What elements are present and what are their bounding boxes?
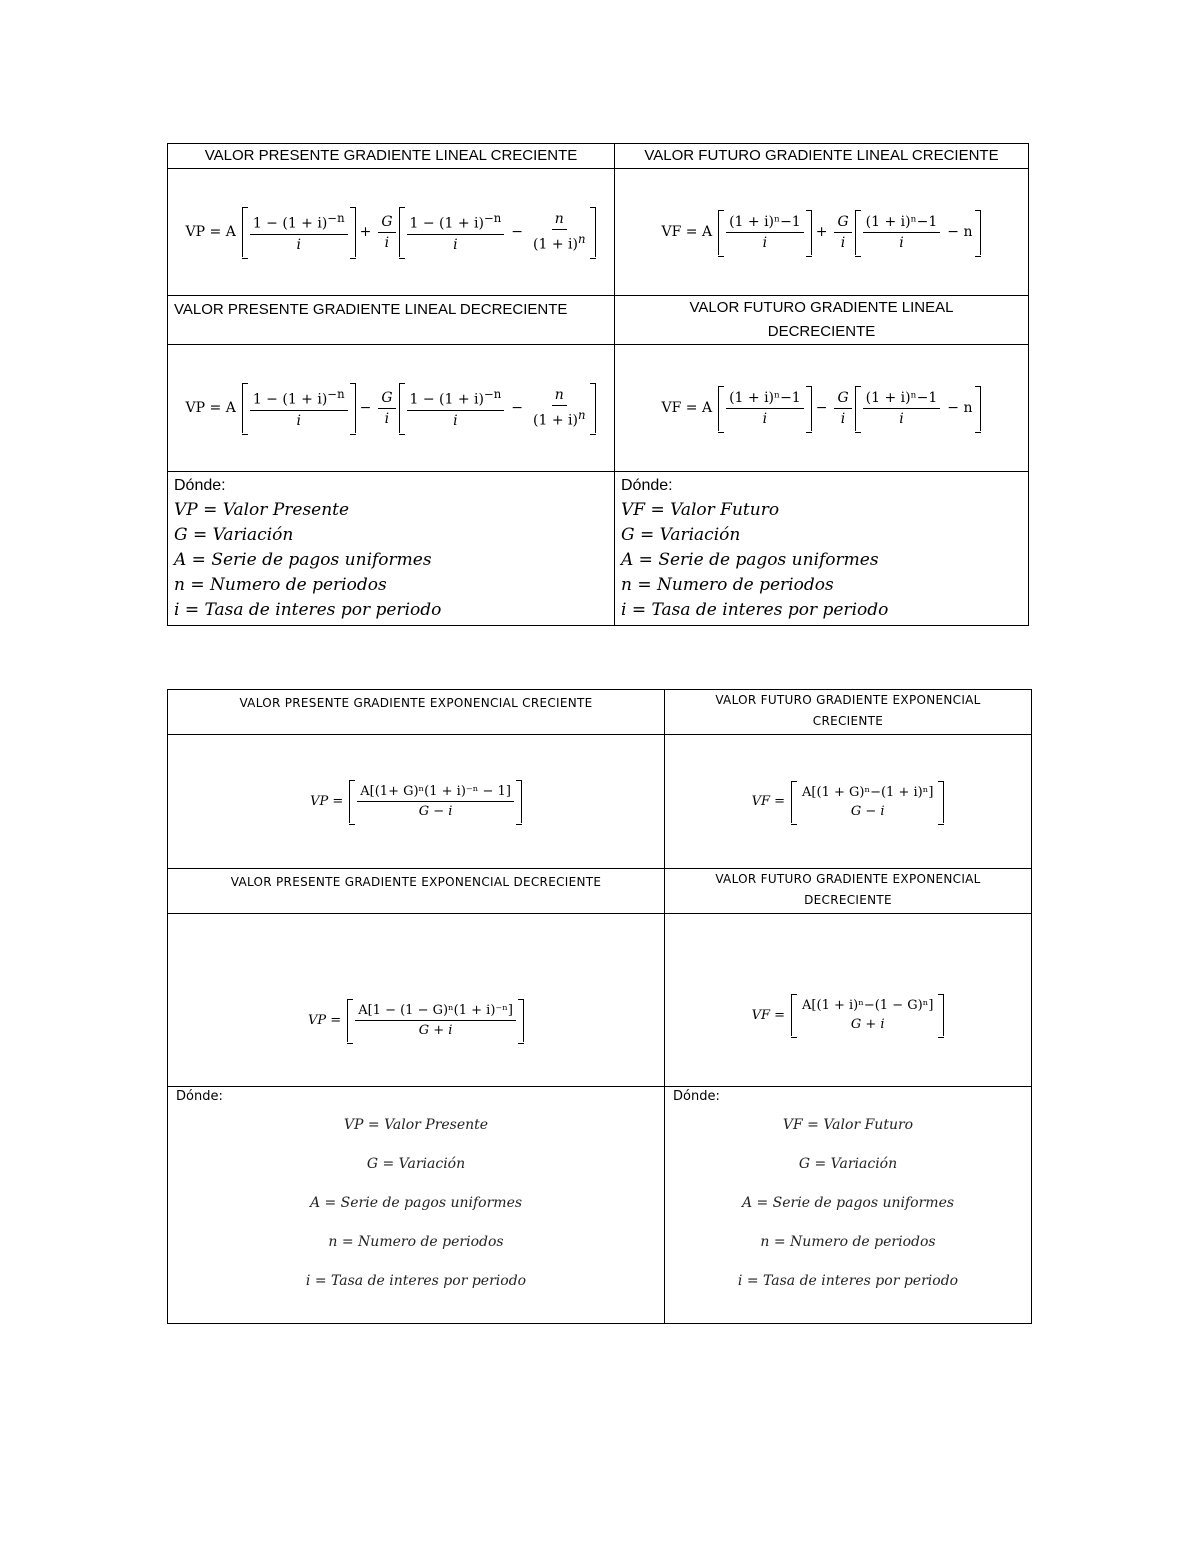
fraction-denominator: i xyxy=(453,236,458,253)
fraction-denominator: i xyxy=(762,234,768,251)
formula-vp-exponential-increasing xyxy=(168,735,665,869)
legend-line: i = Tasa de interes por periodo xyxy=(621,600,889,620)
header-vp-linear-decreasing xyxy=(168,296,615,345)
legend-line: VP = Valor Presente xyxy=(343,1117,489,1133)
header-vf-linear-decreasing xyxy=(615,296,1029,345)
operator: − xyxy=(511,224,523,240)
formula-lhs: VF = A xyxy=(661,400,713,416)
fraction-numerator: A[(1 + G)ⁿ−(1 + i)ⁿ] xyxy=(802,784,934,800)
legend-line: A = Serie de pagos uniformes xyxy=(741,1195,955,1211)
legend-line: G = Variación xyxy=(621,525,741,545)
bracket-group xyxy=(718,386,812,431)
legend-line: VP = Valor Presente xyxy=(174,500,350,520)
operator: − xyxy=(359,400,372,416)
fraction-numerator: (1 + i)ⁿ−1 xyxy=(863,390,941,409)
header-vp-exponential-increasing xyxy=(168,690,665,735)
exponent: −n xyxy=(327,387,345,402)
legend-line: i = Tasa de interes por periodo xyxy=(305,1273,527,1289)
fraction-denominator: G − i xyxy=(850,803,885,819)
fraction-numerator: 1 − (1 + i) xyxy=(252,391,328,408)
legend-title: Dónde: xyxy=(673,1089,720,1104)
operator: − xyxy=(511,400,523,416)
fraction-numerator: A[(1 + i)ⁿ−(1 − G)ⁿ] xyxy=(802,998,934,1013)
header-vf-linear-increasing: VALOR FUTURO GRADIENTE LINEAL CRECIENTE xyxy=(615,144,1029,169)
header-line-1: VALOR FUTURO GRADIENTE EXPONENCIAL xyxy=(715,872,981,886)
fraction-numerator: 1 − (1 + i) xyxy=(409,391,484,408)
fraction-denominator: i xyxy=(453,412,458,429)
fraction-denominator: i xyxy=(840,410,846,427)
legend-line: G = Variación xyxy=(798,1156,898,1172)
formula-lhs: VP = xyxy=(310,794,344,809)
legend-future-value-exponential xyxy=(665,1087,1032,1324)
exponent: n xyxy=(577,408,586,423)
formula-lhs: VP = A xyxy=(185,400,236,416)
formula-vp-linear-increasing xyxy=(168,169,615,296)
header-line-2: CRECIENTE xyxy=(812,714,884,728)
legend-line: VF = Valor Futuro xyxy=(782,1117,914,1133)
exponent: n xyxy=(577,232,586,247)
formula-lhs: VF = xyxy=(751,794,786,809)
legend-present-value-linear xyxy=(168,472,615,626)
header-line-1: VALOR FUTURO GRADIENTE EXPONENCIAL xyxy=(715,693,981,707)
fraction-denominator: i xyxy=(296,236,301,253)
fraction-denominator: i xyxy=(296,412,301,429)
legend-line: n = Numero de periodos xyxy=(174,575,387,595)
linear-gradient-table xyxy=(167,143,1029,626)
formula-lhs: VP = A xyxy=(185,224,236,240)
legend-line: G = Variación xyxy=(174,525,294,545)
exponent: −n xyxy=(327,211,345,226)
formula-vf-linear-decreasing xyxy=(615,345,1029,472)
legend-line: n = Numero de periodos xyxy=(621,575,834,595)
exponent: −n xyxy=(483,387,502,402)
fraction-numerator: (1 + i)ⁿ−1 xyxy=(863,214,941,233)
header-text: VALOR PRESENTE GRADIENTE EXPONENCIAL DECRECIENTE xyxy=(230,875,602,889)
legend-line: A = Serie de pagos uniformes xyxy=(621,550,879,570)
fraction-denominator: i xyxy=(899,410,904,427)
header-line-2: DECRECIENTE xyxy=(804,893,892,907)
legend-line: A = Serie de pagos uniformes xyxy=(309,1195,523,1211)
formula-vf-exponential-decreasing xyxy=(665,914,1032,1087)
operator: − xyxy=(815,400,828,416)
legend-present-value-exponential xyxy=(168,1087,665,1324)
legend-title: Dónde: xyxy=(621,477,673,494)
fraction-numerator: n xyxy=(552,387,567,406)
header-text: VALOR PRESENTE GRADIENTE EXPONENCIAL CRECIENTE xyxy=(239,696,593,710)
exponential-gradient-table xyxy=(167,689,1032,1324)
legend-line: VF = Valor Futuro xyxy=(621,500,780,520)
fraction-numerator: A[(1+ G)ⁿ(1 + i)⁻ⁿ − 1] xyxy=(357,784,514,802)
fraction-denominator: G + i xyxy=(850,1017,885,1032)
fraction-numerator: A[1 − (1 − G)ⁿ(1 + i)⁻ⁿ] xyxy=(355,1003,516,1021)
formula-vf-linear-increasing xyxy=(615,169,1029,296)
legend-line: i = Tasa de interes por periodo xyxy=(174,600,442,620)
legend-line: G = Variación xyxy=(366,1156,466,1172)
header-line-1: VALOR FUTURO GRADIENTE LINEAL xyxy=(689,299,954,316)
fraction-numerator: G xyxy=(378,214,395,233)
fraction-denominator: i xyxy=(384,410,390,427)
bracket-group xyxy=(347,999,524,1042)
legend-line: n = Numero de periodos xyxy=(328,1234,504,1250)
header-vp-exponential-decreasing xyxy=(168,869,665,914)
bracket-group xyxy=(349,780,522,823)
bracket-group xyxy=(718,210,812,255)
formula-lhs: VF = A xyxy=(661,224,713,240)
legend-title: Dónde: xyxy=(174,477,226,494)
fraction-denominator: i xyxy=(384,234,390,251)
header-line-2: DECRECIENTE xyxy=(767,323,876,340)
legend-title: Dónde: xyxy=(176,1089,223,1104)
fraction-denominator: (1 + i) xyxy=(533,412,578,429)
bracket-group xyxy=(855,210,982,255)
operator: + xyxy=(359,224,372,240)
bracket-group xyxy=(791,994,944,1036)
header-vp-linear-increasing: VALOR PRESENTE GRADIENTE LINEAL CRECIENTE xyxy=(168,144,615,169)
exponent: −n xyxy=(483,211,502,226)
fraction-denominator: G + i xyxy=(418,1022,453,1038)
fraction-numerator: G xyxy=(834,214,851,233)
fraction-numerator: (1 + i)ⁿ−1 xyxy=(726,214,804,233)
bracket-group xyxy=(242,383,356,433)
legend-line: i = Tasa de interes por periodo xyxy=(737,1273,959,1289)
header-vf-exponential-increasing xyxy=(665,690,1032,735)
bracket-group xyxy=(791,781,944,823)
bracket-group xyxy=(242,207,356,257)
fraction-numerator: 1 − (1 + i) xyxy=(409,215,484,232)
header-vf-exponential-decreasing xyxy=(665,869,1032,914)
legend-future-value-linear xyxy=(615,472,1029,626)
fraction-denominator: (1 + i) xyxy=(533,236,578,253)
fraction-numerator: G xyxy=(378,390,395,409)
operator: − n xyxy=(947,400,973,416)
legend-line: A = Serie de pagos uniformes xyxy=(174,550,432,570)
operator: + xyxy=(815,224,828,240)
fraction-numerator: G xyxy=(834,390,851,409)
fraction-denominator: G − i xyxy=(418,804,453,819)
formula-lhs: VP = xyxy=(308,1012,342,1028)
legend-line: n = Numero de periodos xyxy=(760,1234,936,1250)
fraction-denominator: i xyxy=(840,234,846,251)
fraction-numerator: (1 + i)ⁿ−1 xyxy=(726,390,804,409)
header-text: VALOR PRESENTE GRADIENTE LINEAL DECRECIENTE xyxy=(174,301,568,318)
fraction-numerator: 1 − (1 + i) xyxy=(252,215,328,232)
operator: − n xyxy=(947,224,973,240)
fraction-denominator: i xyxy=(762,410,768,427)
formula-vf-exponential-increasing xyxy=(665,735,1032,869)
legend-lines xyxy=(665,1106,1031,1301)
fraction-numerator: n xyxy=(552,211,567,230)
legend-lines xyxy=(168,1106,664,1301)
bracket-group xyxy=(855,386,982,431)
bracket-group xyxy=(399,207,597,257)
formula-vp-exponential-decreasing xyxy=(168,914,665,1087)
formula-vp-linear-decreasing xyxy=(168,345,615,472)
bracket-group xyxy=(399,383,597,433)
formula-lhs: VF = xyxy=(751,1007,786,1023)
fraction-denominator: i xyxy=(899,234,904,251)
